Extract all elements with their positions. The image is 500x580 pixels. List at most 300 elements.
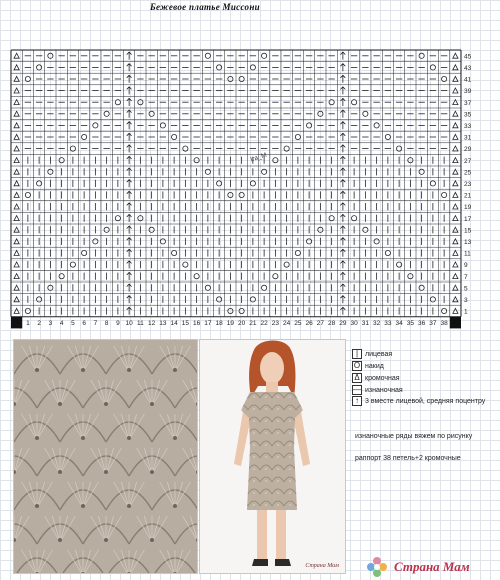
lace-ray [45, 516, 60, 542]
lace-ray [52, 380, 60, 406]
yarn-over-icon [419, 53, 424, 58]
column-number: 27 [316, 320, 324, 327]
lace-ray [68, 482, 83, 508]
lace-hole [104, 402, 108, 406]
lace-ray [83, 482, 98, 508]
lace-ray [83, 346, 98, 372]
lace-ray [175, 346, 183, 372]
row-number: 45 [464, 53, 472, 61]
lace-ray [167, 482, 175, 508]
lace-hole [127, 368, 131, 372]
lace-ray [175, 414, 183, 440]
row-number: 5 [464, 285, 468, 293]
decrease-icon [340, 52, 345, 60]
yarn-over-icon [48, 169, 53, 174]
column-number: 37 [429, 320, 437, 327]
decrease-icon [340, 214, 345, 222]
decrease-icon [127, 214, 132, 222]
lace-ray [152, 380, 160, 406]
edge-stitch-icon [453, 158, 458, 163]
lace-ray [14, 516, 22, 542]
lace-ray [14, 516, 29, 542]
lace-ray [98, 516, 106, 542]
lace-ray [60, 448, 75, 474]
lace-hole [173, 368, 177, 372]
legend-item [352, 348, 392, 360]
yarn-over-icon [239, 192, 244, 197]
lace-ray [29, 482, 37, 508]
column-number: 21 [249, 320, 257, 327]
yarn-over-icon [37, 297, 42, 302]
yarn-over-icon [318, 227, 323, 232]
lace-hole [127, 504, 131, 508]
edge-stitch-icon [14, 181, 19, 186]
column-number: 3 [48, 320, 53, 327]
yarn-over-icon [138, 216, 143, 221]
edge-stitch-icon [14, 227, 19, 232]
edge-stitch-icon [453, 134, 458, 139]
yarn-over-icon [408, 274, 413, 279]
edge-stitch-icon [14, 111, 19, 116]
lace-ray [60, 516, 68, 542]
lace-hole [150, 538, 154, 542]
decrease-icon [340, 98, 345, 106]
lace-ray [114, 550, 129, 573]
row-number: 35 [464, 111, 472, 119]
yarn-over-icon [59, 274, 64, 279]
yarn-over-icon [442, 308, 447, 313]
yarn-over-icon [93, 123, 98, 128]
lace-ray [60, 380, 68, 406]
lace-ray [129, 550, 144, 573]
lace-ray [144, 448, 152, 474]
lace-ray [167, 414, 175, 440]
decrease-icon [127, 191, 132, 199]
lace-ray [152, 380, 167, 406]
yarn-over-icon [284, 262, 289, 267]
decrease-icon [340, 249, 345, 257]
row-numbers [464, 53, 472, 315]
yarn-over-icon [217, 297, 222, 302]
decrease-icon [340, 191, 345, 199]
photo-watermark: Страна Мам [305, 563, 339, 569]
yarn-over-icon [228, 308, 233, 313]
lace-scallop [152, 558, 197, 573]
column-number: 28 [328, 320, 336, 327]
lace-ray [75, 346, 83, 372]
flower-logo-icon [366, 556, 388, 578]
edge-stitch-icon [14, 100, 19, 105]
decrease-icon [340, 284, 345, 292]
edge-stitch-icon [14, 297, 19, 302]
edge-stitch-icon [14, 123, 19, 128]
lace-hole [104, 470, 108, 474]
lace-ray [37, 414, 52, 440]
column-number: 12 [148, 320, 156, 327]
decrease-icon [340, 110, 345, 118]
row-number: 19 [464, 204, 472, 212]
row-number: 1 [464, 308, 468, 316]
lace-hole [150, 470, 154, 474]
decrease-icon [127, 98, 132, 106]
yarn-over-icon [352, 216, 357, 221]
decrease-icon [340, 133, 345, 141]
yarn-over-icon [59, 158, 64, 163]
lace-ray [114, 414, 129, 440]
column-number: 16 [193, 320, 201, 327]
column-number: 32 [373, 320, 381, 327]
edge-stitch-icon [453, 227, 458, 232]
yarn-over-icon [385, 134, 390, 139]
yarn-over-icon [397, 262, 402, 267]
lace-ray [129, 346, 137, 372]
yarn-over-icon [25, 76, 30, 81]
lace-ray [137, 516, 152, 542]
lace-ray [60, 516, 75, 542]
row-number: 41 [464, 76, 472, 84]
lace-hole [58, 538, 62, 542]
lace-ray [175, 346, 190, 372]
row-number: 3 [464, 297, 468, 304]
lace-ray [14, 380, 22, 406]
column-number: 17 [204, 320, 212, 327]
lace-ray [22, 550, 37, 573]
yarn-over-icon [250, 181, 255, 186]
edge-stitch-icon [453, 308, 458, 313]
edge-stitch-icon [453, 204, 458, 209]
column-number: 8 [104, 320, 109, 327]
lace-ray [129, 414, 144, 440]
decrease-icon [127, 145, 132, 153]
decrease-icon [340, 261, 345, 269]
yarn-over-icon [374, 123, 379, 128]
yarn-over-icon [160, 239, 165, 244]
lace-ray [183, 380, 197, 406]
lace-ray [22, 346, 37, 372]
yarn-over-icon [262, 53, 267, 58]
row-number: 37 [464, 99, 472, 107]
column-number: 24 [283, 320, 291, 327]
column-number: 5 [71, 320, 75, 327]
decrease-icon [340, 226, 345, 234]
row-number: 39 [464, 88, 472, 96]
decrease-icon [340, 145, 345, 153]
yarn-over-icon [48, 53, 53, 58]
lace-hole [173, 504, 177, 508]
column-numbers [26, 320, 448, 327]
edge-stitch-icon [453, 262, 458, 267]
lace-pattern-image [14, 340, 197, 573]
column-number: 36 [418, 320, 426, 327]
lace-ray [68, 346, 83, 372]
edge-stitch-icon [14, 250, 19, 255]
lace-hole [35, 368, 39, 372]
decrease-icon [127, 168, 132, 176]
lace-ray [106, 516, 114, 542]
decrease-icon [340, 180, 345, 188]
edge-stitch-icon [14, 169, 19, 174]
column-number: 22 [260, 320, 268, 327]
lace-hole [81, 436, 85, 440]
lace-ray [175, 550, 190, 573]
yarn-over-icon [25, 308, 30, 313]
lace-ray [106, 448, 121, 474]
decrease-icon [127, 272, 132, 280]
legend-label: изнаночная [365, 386, 403, 394]
legend-label: кромочная [365, 374, 400, 382]
column-number: 19 [226, 320, 234, 327]
lace-ray [106, 516, 121, 542]
yarn-over-icon [93, 239, 98, 244]
column-number: 4 [59, 320, 64, 327]
decrease-icon [340, 87, 345, 95]
decrease-icon [127, 261, 132, 269]
lace-hole [81, 504, 85, 508]
yarn-over-icon [397, 146, 402, 151]
lace-scallop [14, 524, 37, 544]
decrease-icon [340, 307, 345, 315]
edge-square-right [450, 317, 461, 329]
row-number: 13 [464, 239, 472, 246]
lace-ray [37, 482, 45, 508]
lace-ray [129, 482, 137, 508]
edge-stitch-icon [453, 169, 458, 174]
lace-ray [68, 414, 83, 440]
decrease-icon [127, 52, 132, 60]
lace-ray [183, 448, 197, 474]
yarn-over-icon [430, 65, 435, 70]
yarn-over-icon [149, 227, 154, 232]
decrease-icon [127, 87, 132, 95]
edge-stitch-icon [453, 250, 458, 255]
decrease-icon [340, 64, 345, 72]
row-number: 7 [464, 273, 468, 281]
yarn-over-icon [183, 262, 188, 267]
yarn-over-icon [250, 65, 255, 70]
decrease-icon [127, 284, 132, 292]
lace-ray [152, 448, 167, 474]
lace-hole [35, 504, 39, 508]
decrease-icon [340, 238, 345, 246]
legend-symbol-icon: — [353, 385, 361, 394]
edge-stitch-icon [14, 158, 19, 163]
lace-ray [129, 346, 144, 372]
lace-ray [183, 516, 197, 542]
lace-ray [175, 482, 190, 508]
lace-hole [58, 402, 62, 406]
lace-ray [129, 414, 137, 440]
yarn-over-icon [239, 308, 244, 313]
column-number: 34 [395, 320, 403, 327]
edge-stitch-icon [453, 123, 458, 128]
lace-ray [91, 448, 106, 474]
decrease-icon [127, 122, 132, 130]
edge-stitch-icon [14, 204, 19, 209]
yarn-over-icon [115, 100, 120, 105]
lace-scallop [14, 456, 37, 476]
lace-ray [160, 550, 175, 573]
site-logo-text: Страна Мам [394, 558, 470, 574]
column-number: 14 [170, 320, 178, 327]
edge-stitch-icon [453, 100, 458, 105]
row-number: 17 [464, 215, 472, 223]
yarn-over-icon [307, 239, 312, 244]
lace-ray [144, 380, 152, 406]
yarn-over-icon [37, 181, 42, 186]
edge-stitch-icon [14, 88, 19, 93]
yarn-over-icon [104, 227, 109, 232]
edge-stitch-icon [14, 308, 19, 313]
decrease-icon [127, 307, 132, 315]
edge-stitch-icon [14, 239, 19, 244]
column-number: 23 [271, 320, 279, 327]
yarn-over-icon [307, 123, 312, 128]
lace-ray [167, 346, 175, 372]
edge-stitch-icon [14, 192, 19, 197]
lace-ray [175, 482, 183, 508]
edge-stitch-icon [453, 53, 458, 58]
lace-ray [137, 448, 152, 474]
lace-ray [45, 380, 60, 406]
yarn-over-icon [329, 216, 334, 221]
lace-ray [29, 346, 37, 372]
yarn-over-icon [70, 262, 75, 267]
legend-item [352, 372, 400, 384]
lace-ray [52, 448, 60, 474]
lace-ray [37, 414, 45, 440]
decrease-icon [127, 238, 132, 246]
lace-ray [22, 482, 37, 508]
yarn-over-icon [160, 123, 165, 128]
decrease-icon [340, 156, 345, 164]
row-number: 25 [464, 169, 472, 177]
column-number: 15 [181, 320, 189, 327]
yarn-over-icon [115, 216, 120, 221]
decrease-icon [127, 203, 132, 211]
decrease-icon [127, 75, 132, 83]
lace-ray [152, 516, 167, 542]
yarn-over-icon [217, 181, 222, 186]
lace-photo [13, 339, 198, 574]
column-number: 25 [294, 320, 302, 327]
yarn-over-icon [442, 76, 447, 81]
edge-stitch-icon [453, 88, 458, 93]
yarn-over-icon [228, 76, 233, 81]
decrease-icon [340, 122, 345, 130]
lace-ray [91, 380, 106, 406]
lace-ray [37, 482, 52, 508]
lace-ray [129, 482, 144, 508]
lace-hole [173, 436, 177, 440]
column-number: 33 [384, 320, 392, 327]
chart-title: Бежевое платье Миссони [150, 2, 260, 12]
model-photo [199, 339, 346, 574]
edge-stitch-icon [453, 274, 458, 279]
yarn-over-icon [205, 285, 210, 290]
lace-hole [81, 368, 85, 372]
edge-stitch-icon [453, 111, 458, 116]
lace-ray [22, 414, 37, 440]
edge-square-left [11, 317, 22, 329]
lace-ray [45, 448, 60, 474]
lace-ray [91, 516, 106, 542]
decrease-icon [127, 296, 132, 304]
yarn-over-icon [149, 111, 154, 116]
edge-stitch-icon [14, 262, 19, 267]
row-number: 33 [464, 123, 472, 130]
edge-stitch-icon [14, 146, 19, 151]
row-number: 15 [464, 227, 472, 235]
yarn-over-icon [104, 111, 109, 116]
yarn-over-icon [408, 158, 413, 163]
note-purl-rows: изнаночные ряды вяжем по рисунку [355, 433, 473, 440]
decrease-icon [127, 64, 132, 72]
lace-ray [37, 346, 45, 372]
column-number: 20 [238, 320, 246, 327]
legend-label: 3 вместе лицевой, средняя поцентру [365, 397, 486, 405]
column-number: 31 [361, 320, 369, 327]
row-number: 27 [464, 157, 472, 165]
yarn-over-icon [70, 146, 75, 151]
lace-ray [29, 414, 37, 440]
edge-stitch-icon [453, 239, 458, 244]
lace-hole [150, 402, 154, 406]
lace-ray [98, 380, 106, 406]
legend-label: накид [365, 362, 384, 370]
edge-stitch-icon [453, 65, 458, 70]
lace-ray [60, 448, 68, 474]
yarn-over-icon [205, 169, 210, 174]
chart-grid [11, 50, 461, 317]
model-figure-image [200, 340, 345, 573]
column-number: 29 [339, 320, 347, 327]
decrease-icon [127, 110, 132, 118]
decrease-icon [340, 168, 345, 176]
lace-ray [106, 380, 121, 406]
row-number: 9 [464, 262, 468, 270]
row-number: 43 [464, 65, 472, 72]
lace-scallop [14, 388, 37, 408]
lace-ray [83, 550, 98, 573]
lace-ray [83, 346, 91, 372]
lace-ray [83, 482, 91, 508]
lace-ray [14, 380, 29, 406]
row-number: 11 [464, 250, 471, 258]
yarn-over-icon [172, 134, 177, 139]
lace-ray [60, 380, 75, 406]
yarn-over-icon [205, 53, 210, 58]
legend-symbol-icon: O [353, 361, 361, 370]
yarn-over-icon [419, 285, 424, 290]
yarn-over-icon [284, 146, 289, 151]
legend-symbol-icon: Δ [352, 373, 362, 383]
yarn-over-icon [217, 65, 222, 70]
lace-ray [98, 448, 106, 474]
decrease-icon [340, 296, 345, 304]
yarn-over-icon [228, 192, 233, 197]
lace-ray [121, 414, 129, 440]
lace-ray [144, 516, 152, 542]
row-number: 29 [464, 146, 472, 154]
column-number: 2 [37, 320, 41, 327]
column-number: 11 [137, 320, 144, 327]
decrease-icon [127, 226, 132, 234]
chart-author-mark: Ira_M [249, 151, 268, 164]
yarn-over-icon [37, 65, 42, 70]
edge-stitch-icon [453, 216, 458, 221]
column-number: 38 [440, 320, 448, 327]
lace-ray [14, 448, 22, 474]
